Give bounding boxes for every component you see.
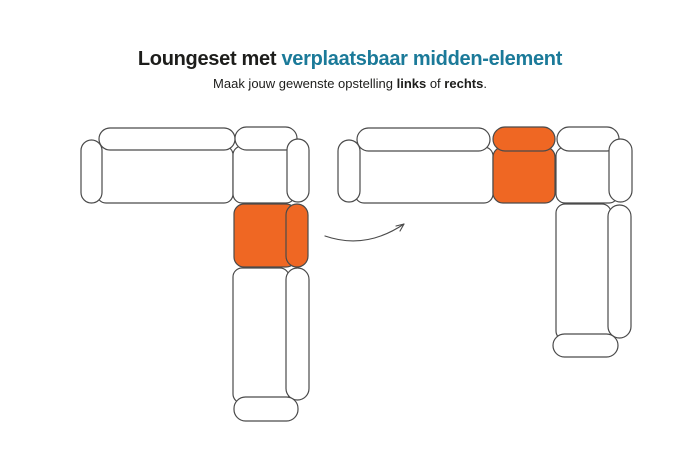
seat-long-left <box>97 146 233 203</box>
title-highlight: verplaatsbaar midden-element <box>281 48 563 70</box>
sofa-left-config <box>81 127 309 421</box>
midden-element-backrest-right-config <box>493 127 555 151</box>
backrest-corner-side <box>609 139 632 202</box>
configuration-left-diagram <box>79 126 311 422</box>
armrest-bottom <box>234 397 298 421</box>
page-title <box>0 47 700 71</box>
backrest-bottom-side <box>608 205 631 338</box>
subtitle-text-3: . <box>483 76 487 91</box>
sofa-right-config <box>338 127 632 357</box>
backrest-long <box>99 128 235 150</box>
header <box>0 47 700 92</box>
subtitle-links: links <box>396 76 427 91</box>
subtitle-text-2: of <box>426 76 445 91</box>
subtitle-text-1: Maak jouw gewenste opstelling <box>213 76 397 91</box>
title-prefix: Loungeset met <box>137 48 282 70</box>
seat-long-left <box>355 147 493 203</box>
midden-element-backrest-left-config <box>286 204 308 267</box>
backrest-bottom-side <box>286 268 309 400</box>
backrest-corner-side <box>287 139 309 202</box>
seat-long-bottom <box>556 204 611 340</box>
subtitle-rechts: rechts <box>444 76 484 91</box>
armrest-left <box>338 140 360 202</box>
armrest-bottom <box>553 334 618 357</box>
seat-long-bottom <box>233 268 289 403</box>
backrest-long <box>357 128 490 151</box>
midden-element-seat-right-config <box>493 147 555 203</box>
corner-seat <box>233 146 295 203</box>
configuration-right-diagram <box>337 126 633 358</box>
armrest-left <box>81 140 102 203</box>
page-subtitle <box>0 76 700 92</box>
